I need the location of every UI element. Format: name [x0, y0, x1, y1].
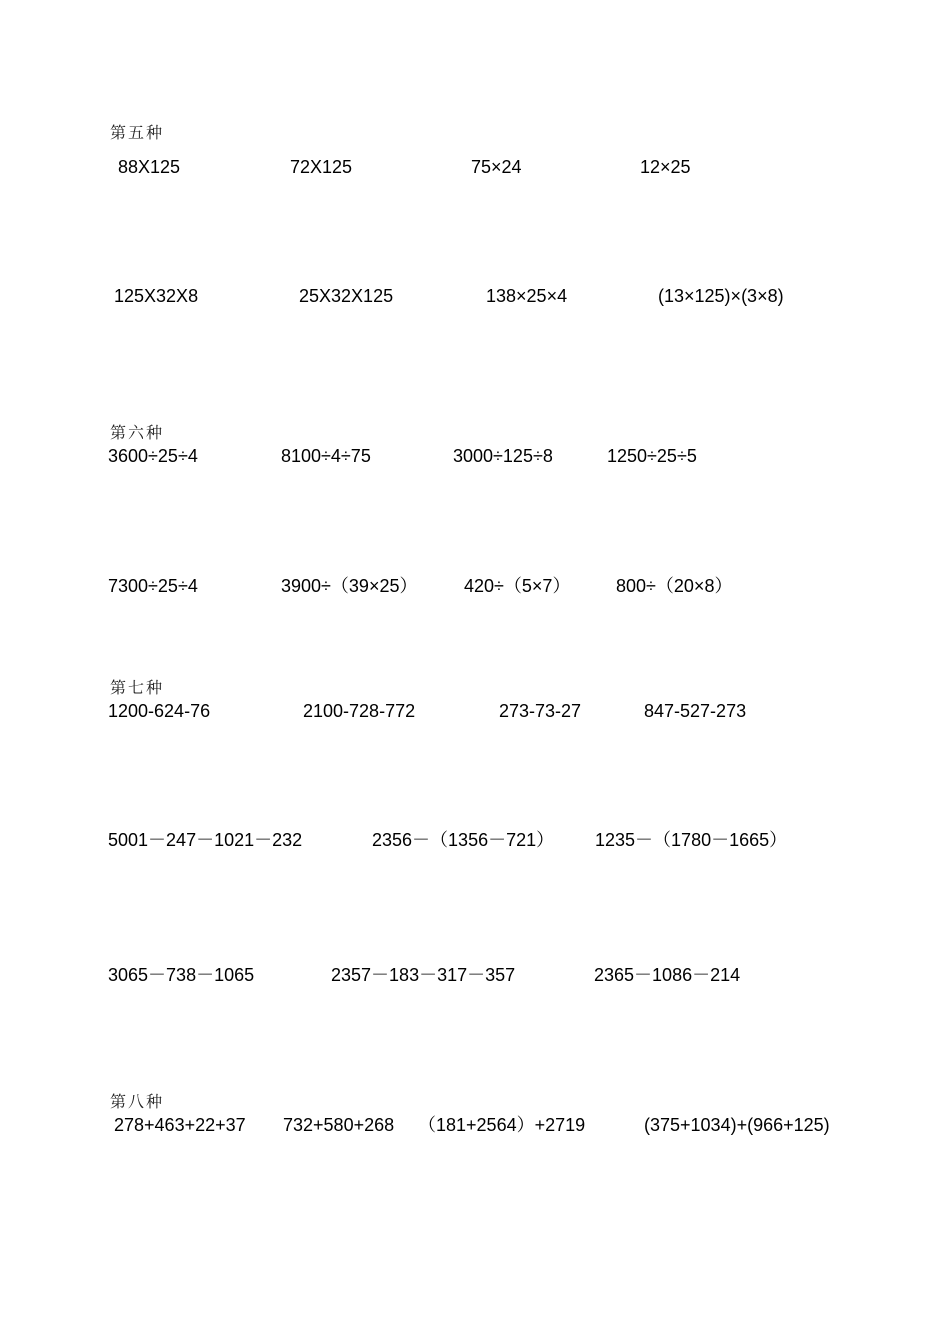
expression-item: 1200-624-76: [108, 701, 211, 721]
expression-item: 138×25×4: [486, 286, 568, 306]
section-title-8: 第八种: [110, 1092, 165, 1111]
expression-item: 8100÷4÷75: [281, 446, 371, 466]
expression-item: 273-73-27: [499, 701, 582, 721]
expression-item: 420÷（5×7）: [464, 576, 571, 596]
expression-item: 2365－1086－214: [594, 965, 741, 985]
expression-item: 75×24: [471, 157, 522, 177]
expression-item: 1235－（1780－1665）: [595, 830, 788, 850]
section-title-7: 第七种: [110, 678, 165, 697]
expression-item: 2357－183－317－357: [331, 965, 516, 985]
expression-item: （181+2564）+2719: [418, 1115, 586, 1135]
expression-item: 800÷（20×8）: [616, 576, 733, 596]
expression-item: 3000÷125÷8: [453, 446, 553, 466]
expression-item: (13×125)×(3×8): [658, 286, 784, 306]
expression-item: 847-527-273: [644, 701, 747, 721]
expression-item: 3065－738－1065: [108, 965, 255, 985]
section-title-5: 第五种: [110, 123, 165, 142]
expression-item: 7300÷25÷4: [108, 576, 198, 596]
expression-item: 125X32X8: [114, 286, 199, 306]
expression-item: 3600÷25÷4: [108, 446, 198, 466]
expression-item: 2356－（1356－721）: [372, 830, 555, 850]
section-title-6: 第六种: [110, 423, 165, 442]
expression-item: 25X32X125: [299, 286, 394, 306]
expression-item: 1250÷25÷5: [607, 446, 697, 466]
expression-item: 732+580+268: [283, 1115, 395, 1135]
expression-item: 72X125: [290, 157, 353, 177]
expression-item: 3900÷（39×25）: [281, 576, 418, 596]
expression-item: 12×25: [640, 157, 691, 177]
expression-item: (375+1034)+(966+125): [644, 1115, 830, 1135]
expression-item: 278+463+22+37: [114, 1115, 246, 1135]
expression-item: 88X125: [118, 157, 181, 177]
expression-item: 5001－247－1021－232: [108, 830, 303, 850]
expression-item: 2100-728-772: [303, 701, 416, 721]
